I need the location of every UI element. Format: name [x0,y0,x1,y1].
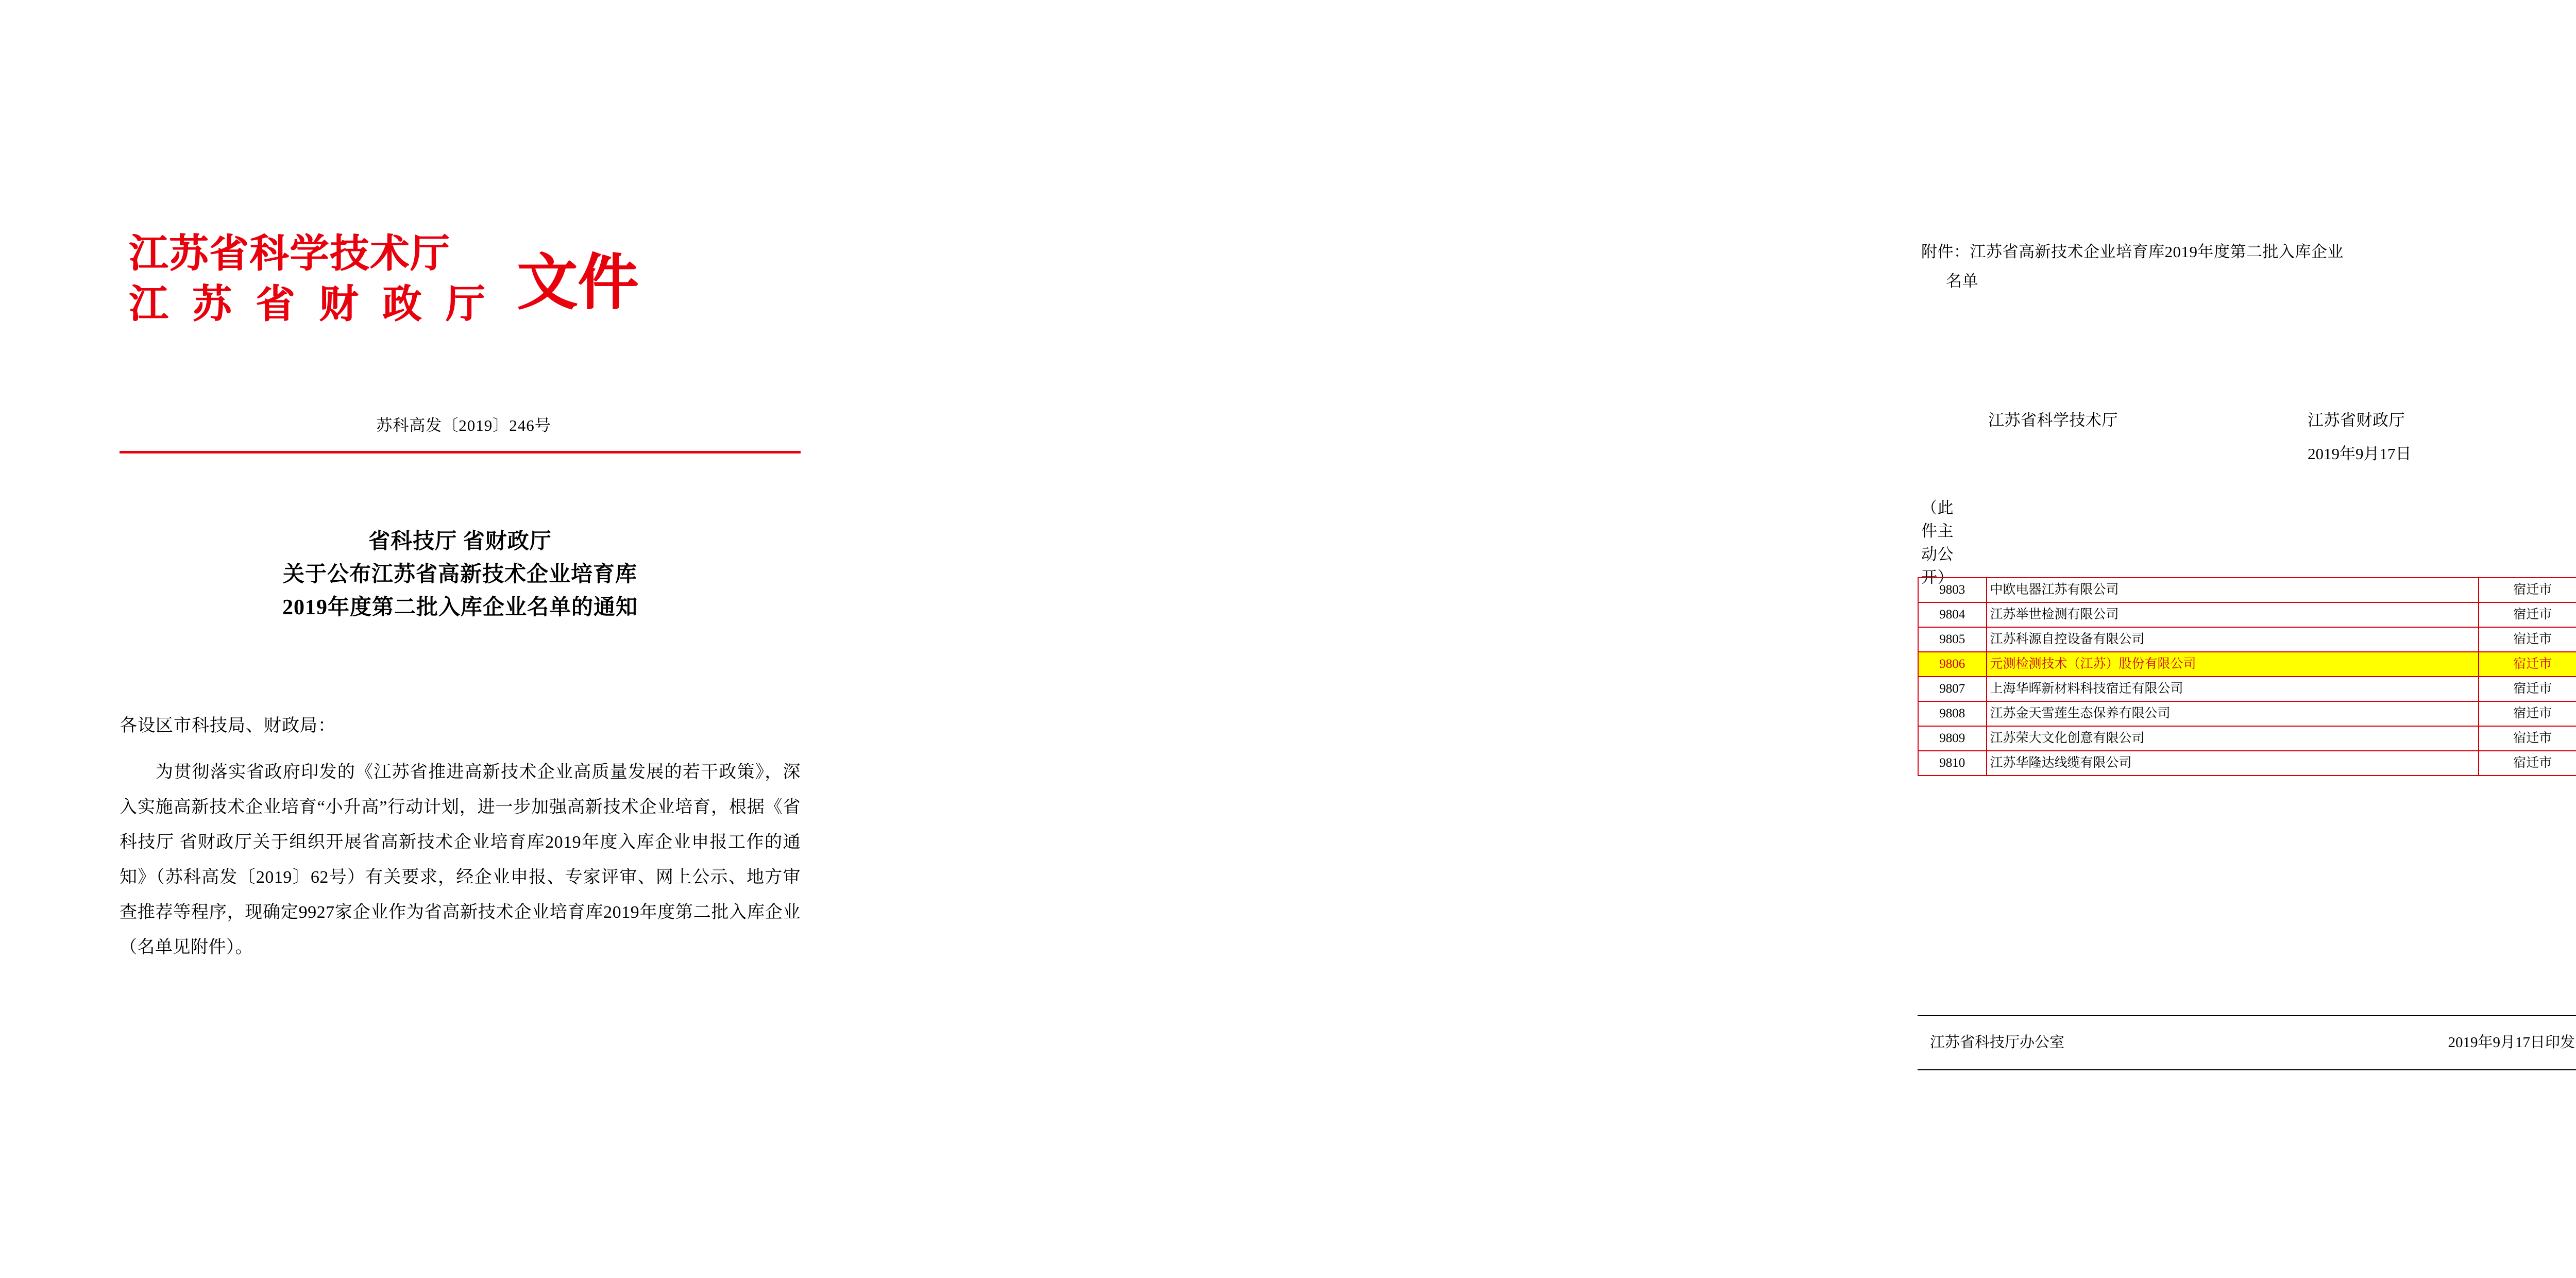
table-row [1918,602,2576,627]
cell-enterprise-name: 元测检测技术（江苏）股份有限公司 [1987,652,2479,677]
signature-date [1921,441,2576,464]
page-title-line-1: 省科技厅 省财政厅 [368,530,552,553]
cell-sequence-number: 9804 [1918,602,1987,627]
cell-enterprise-name: 上海华晖新材料科技宿迁有限公司 [1987,677,2479,701]
cell-sequence-number: 9807 [1918,677,1987,701]
right-page [904,0,2575,1278]
signer-finance-dept: 江苏省财政厅 [2308,411,2405,429]
cell-enterprise-name: 江苏举世检测有限公司 [1987,602,2479,627]
cell-enterprise-name: 江苏荣大文化创意有限公司 [1987,726,2479,751]
table-row [1918,627,2576,652]
signer-science-dept: 江苏省科学技术厅 [1988,411,2118,429]
salutation: 各设区市科技局、财政局： [120,716,336,735]
cell-city: 宿迁市 [2479,578,2576,602]
masthead-document-word: 文件 [517,249,639,317]
document-number: 苏科高发〔2019〕246号 [376,416,551,434]
cell-city: 宿迁市 [2479,726,2576,751]
page-title-line-2: 关于公布江苏省高新技术企业培育库 [282,562,637,586]
masthead-line-finance-dept: 江 苏 省 财 政 厅 [129,283,492,326]
footer-row [1918,1031,2576,1052]
left-page [0,0,904,1278]
cell-city: 宿迁市 [2479,701,2576,726]
signature-date-text: 2019年9月17日 [2308,445,2412,463]
cell-sequence-number: 9810 [1918,751,1987,776]
footer-issuing-office: 江苏省科技厅办公室 [1930,1034,2065,1051]
footer-bottom-rule [1918,1069,2576,1070]
document-title [120,526,801,624]
signers [1921,407,2576,430]
table-row [1918,726,2576,751]
masthead-line-science-dept: 江苏省科学技术厅 [129,232,450,276]
cell-sequence-number: 9803 [1918,578,1987,602]
cell-city: 宿迁市 [2479,677,2576,701]
table-row [1918,677,2576,701]
table-row [1918,701,2576,726]
cell-sequence-number: 9805 [1918,627,1987,652]
cell-sequence-number: 9808 [1918,701,1987,726]
cell-city: 宿迁市 [2479,652,2576,677]
body-paragraph: 为贯彻落实省政府印发的《江苏省推进高新技术企业高质量发展的若干政策》，深入实施高新技术企业培育“小升高”行动计划，进一步加强高新技术企业培育，根据《省科技厅 省财政厅关于组织开展省高新技术企业培育库2019年度入库企业申报工作的通知》（苏科高发〔2019〕62号）有关要求，经企业申报、专家评审、网上公示、地方审查推荐等程序，现确定9927家企业作为省高新技术企业培育库2019年度第二批入库企业（名单见附件）。 [120,763,801,957]
footer-issue-date: 2019年9月17日印发 [2448,1034,2575,1051]
cell-city: 宿迁市 [2479,627,2576,652]
attachment-title [1921,237,2576,296]
enterprise-list-table [1918,577,2576,776]
cell-enterprise-name: 江苏科源自控设备有限公司 [1987,627,2479,652]
masthead-agency-lines [129,234,492,324]
cell-city: 宿迁市 [2479,751,2576,776]
table-row [1918,751,2576,776]
cell-enterprise-name: 江苏金天雪莲生态保养有限公司 [1987,701,2479,726]
cell-city: 宿迁市 [2479,602,2576,627]
cell-enterprise-name: 中欧电器江苏有限公司 [1987,578,2479,602]
enterprise-list-body [1918,578,2576,776]
cell-sequence-number: 9809 [1918,726,1987,751]
red-divider-rule [120,451,801,453]
attachment-title-line-2: 名单 [1946,272,1978,291]
table-row [1918,578,2576,602]
cell-enterprise-name: 江苏华隆达线缆有限公司 [1987,751,2479,776]
public-disclosure-note: （此件主动公开） [1921,499,1954,586]
page-title-line-3: 2019年度第二批入库企业名单的通知 [282,595,638,619]
footer-top-rule [1918,1015,2576,1016]
cell-sequence-number: 9806 [1918,652,1987,677]
table-row [1918,652,2576,677]
masthead [129,234,799,324]
attachment-title-line-1: 附件：江苏省高新技术企业培育库2019年度第二批入库企业 [1921,243,2344,261]
